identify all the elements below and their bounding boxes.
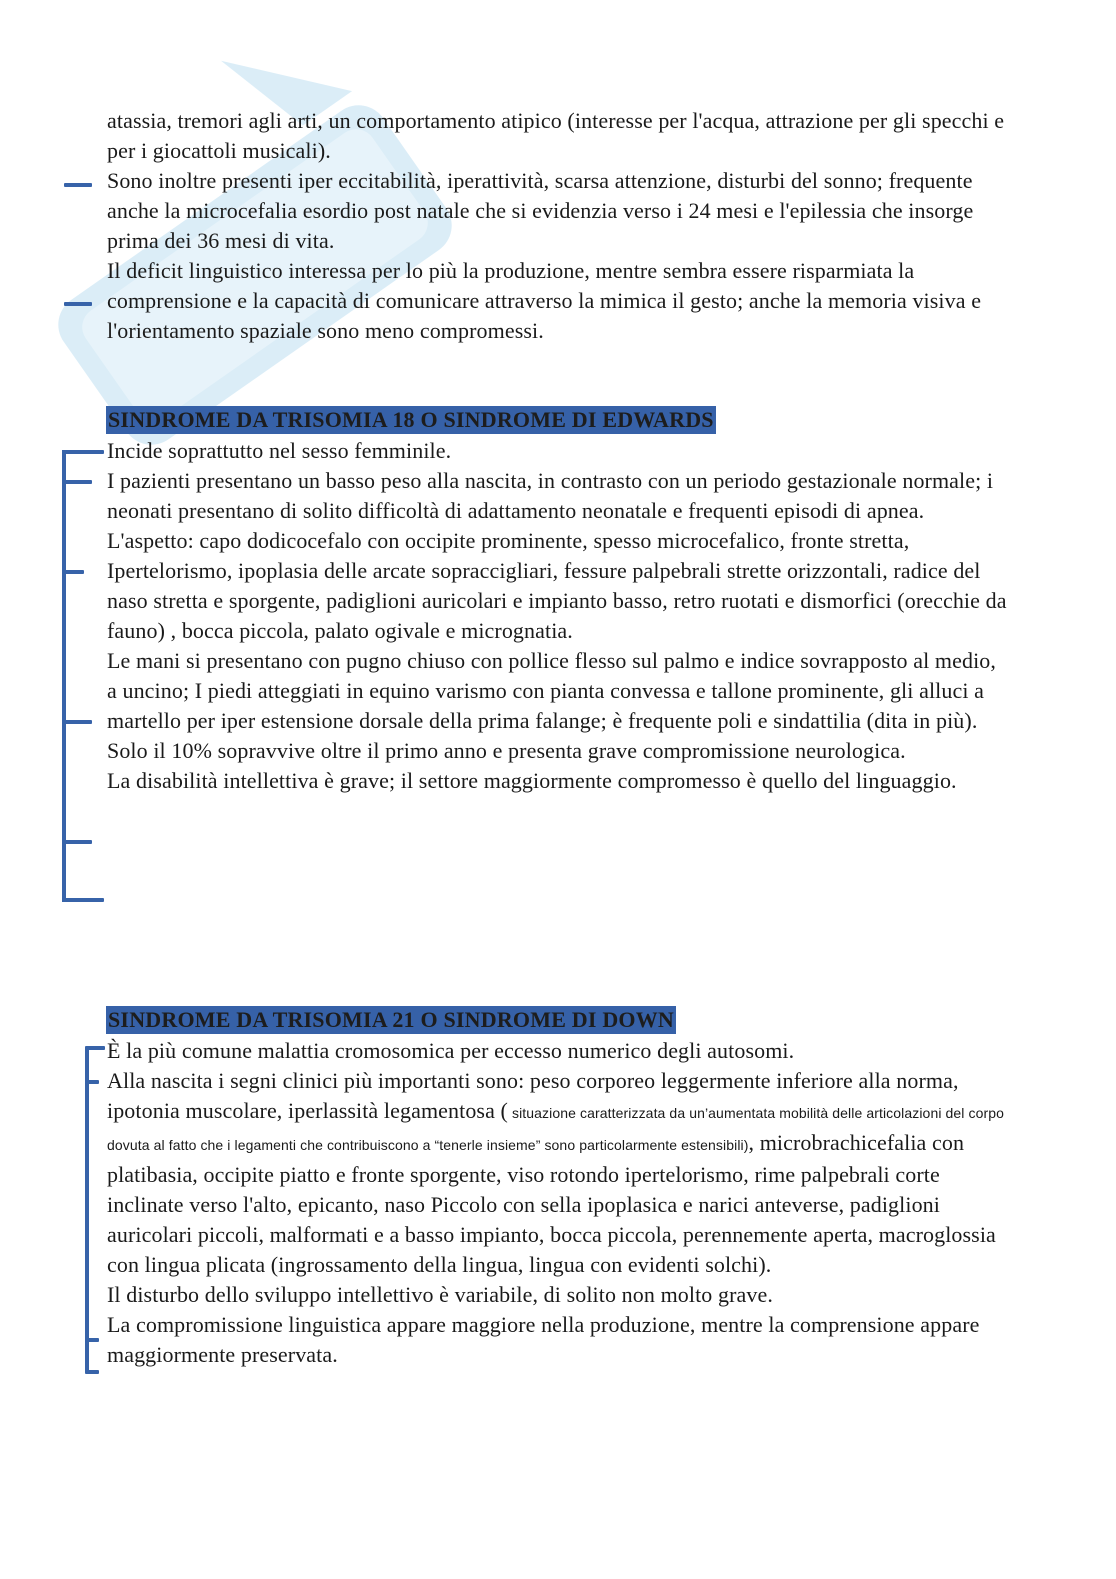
bullet-marker: [62, 570, 84, 574]
bullet-marker: [62, 720, 92, 724]
intro-paragraph: atassia, tremori agli arti, un comportamento atipico (interesse per l'acqua, attrazione per gli specchi e per i giocattoli musicali).: [107, 108, 1005, 163]
edwards-paragraph: La disabilità intellettiva è grave; il settore maggiormente compromesso è quello del linguaggio.: [107, 768, 957, 793]
down-paragraph: La compromissione linguistica appare maggiore nella produzione, mentre la comprensione appare maggiormente preservata.: [107, 1312, 980, 1367]
bullet-marker: [64, 302, 92, 306]
bullet-marker: [62, 840, 92, 844]
bullet-marker: [62, 898, 104, 902]
down-paragraph: È la più comune malattia cromosomica per eccesso numerico degli autosomi.: [107, 1038, 795, 1063]
bullet-marker: [62, 480, 92, 484]
down-paragraph: [107, 1066, 1007, 1280]
down-section: [107, 1036, 1007, 1370]
down-bracket-line: [85, 1048, 89, 1372]
edwards-paragraph: I pazienti presentano un basso peso alla nascita, in contrasto con un periodo gestazionale normale; i neonati presentano di solito difficoltà di adattamento neonatale e frequenti episodi di apnea.: [107, 468, 994, 523]
intro-section: [107, 106, 1007, 346]
edwards-paragraph: Solo il 10% sopravvive oltre il primo anno e presenta grave compromissione neurologica.: [107, 738, 906, 763]
down-paragraph-text: , microbrachicefalia con platibasia, occipite piatto e fronte sporgente, viso rotondo ipertelorismo, rime palpebrali corte inclinate verso l'alto, epicanto, naso Piccolo con sella ipoplasica e narici anteverse, padiglioni auricolari piccoli, malformati e a basso impianto, bocca piccola, perennemente aperta, macroglossia con lingua plicata (ingrossamento della lingua, lingua con evidenti solchi).: [107, 1130, 996, 1277]
edwards-paragraph: L'aspetto: capo dodicocefalo con occipite prominente, spesso microcefalico, fronte stretta, Ipertelorismo, ipoplasia delle arcate sopraccigliari, fessure palpebrali strette orizzontali, radice del naso stretta e sporgente, padiglioni auricolari e impianto basso, retro ruotati e dismorfici (orecchie da fauno) , bocca piccola, palato ogivale e micrognatia.: [107, 528, 1007, 643]
edwards-section: [107, 436, 1007, 796]
edwards-bracket-line: [62, 450, 66, 902]
edwards-paragraph: Le mani si presentano con pugno chiuso con pollice flesso sul palmo e indice sovrapposto al medio, a uncino; I piedi atteggiati in equino varismo con pianta convessa e tallone prominente, gli alluci a martello per iper estensione dorsale della prima falange; è frequente poli e sindattilia (dita in più).: [107, 648, 996, 733]
intro-paragraph: Il deficit linguistico interessa per lo più la produzione, mentre sembra essere risparmiata la comprensione e la capacità di comunicare attraverso la mimica il gesto; anche la memoria visiva e l'orientamento spaziale sono meno compromessi.: [107, 258, 982, 343]
bullet-marker: [85, 1338, 99, 1342]
down-paragraph-text: Alla nascita i segni clinici più importanti sono: peso corporeo leggermente inferiore alla norma, ipotonia muscolare, iperlassità legamentosa (: [107, 1068, 959, 1123]
bullet-marker: [85, 1046, 105, 1050]
bullet-marker: [85, 1080, 99, 1084]
section-heading-down: SINDROME DA TRISOMIA 21 O SINDROME DI DOWN: [108, 1007, 675, 1032]
edwards-paragraph: Incide soprattutto nel sesso femminile.: [107, 438, 452, 463]
bullet-marker: [62, 450, 104, 454]
bullet-marker: [85, 1370, 99, 1374]
intro-paragraph: Sono inoltre presenti iper eccitabilità, iperattività, scarsa attenzione, disturbi del sonno; frequente anche la microcefalia esordio post natale che si evidenzia verso i 24 mesi e l'epilessia che insorge prima dei 36 mesi di vita.: [107, 168, 974, 253]
section-heading-edwards: SINDROME DA TRISOMIA 18 O SINDROME DI EDWARDS: [108, 407, 714, 432]
bullet-marker: [64, 183, 92, 187]
down-paragraph: Il disturbo dello sviluppo intellettivo è variabile, di solito non molto grave.: [107, 1282, 773, 1307]
down-footnote-text: situazione caratterizzata da un’aumentata mobilità delle articolazioni del corpo dovuta al fatto che i legamenti che contribuiscono a “tenerle insieme” sono particolarmente estensibili): [107, 1105, 1005, 1153]
